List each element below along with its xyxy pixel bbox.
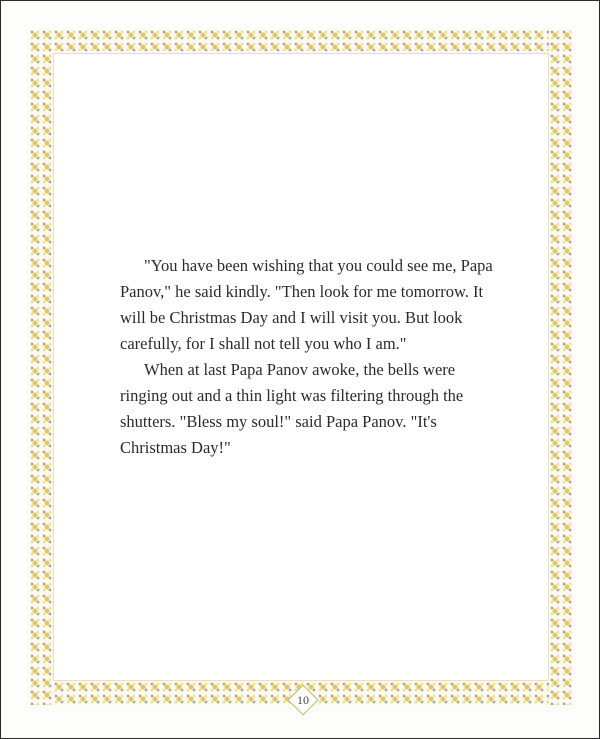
story-text [120, 253, 500, 461]
page-number-ornament [288, 685, 318, 715]
border-top [29, 29, 573, 53]
story-paragraph: When at last Papa Panov awoke, the bells were ringing out and a thin light was filtering through the shutters. "Bless my soul!" said Papa Panov. "It's Christmas Day!" [120, 360, 464, 457]
story-paragraph: "You have been wishing that you could see me, Papa Panov," he said kindly. "Then look for me tomorrow. It will be Christmas Day and I will visit you. But look carefully, for I shall not tell you who I am." [120, 256, 493, 353]
border-right [549, 29, 573, 705]
page-number: 10 [297, 692, 309, 707]
border-left [29, 29, 53, 705]
